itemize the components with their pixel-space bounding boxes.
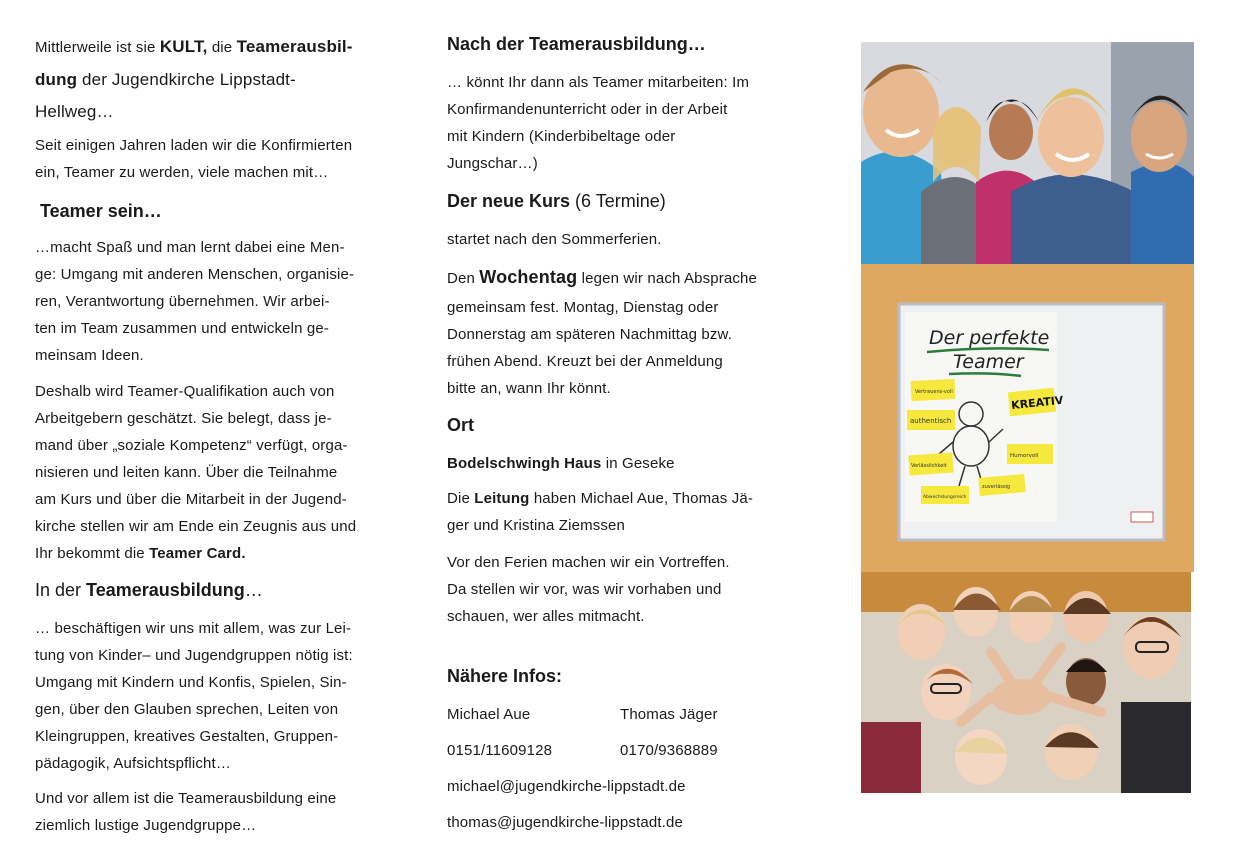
vortreffen-paragraph [447,549,792,630]
poster-title-1: Der perfekte [929,327,1050,349]
teamer-line: ten im Team zusammen und entwickeln ge- [35,320,330,337]
ausb-line: pädagogik, Aufsichtspflicht… [35,755,231,772]
qual-line: nisieren und leiten kann. Über die Teilnahme [35,464,338,481]
qualification-paragraph [35,378,356,567]
vortreffen-line: Da stellen wir vor, was wir vorhaben und [447,581,722,598]
nach-line: … könnt Ihr dann als Teamer mitarbeiten: Im [447,74,750,91]
intro-teamerausbildung: Teamerausbil- [236,37,353,56]
nach-line: Jungschar…) [447,155,538,172]
intro-heading [35,31,395,128]
leitung-c: haben Michael Aue, Thomas Jä- [529,490,754,507]
photo-group-hands [861,572,1191,793]
selfie-illustration [861,42,1194,264]
note-zuverlassig: zuverlässig [982,484,1011,490]
email2-link[interactable]: thomas@jugendkirche-lippstadt.de [447,814,683,831]
ausb-heading-a: In der [35,580,87,600]
ort-text [447,450,675,477]
ort-venue: Bodelschwingh Haus [447,455,602,472]
teamer-sein-heading: Teamer sein… [40,201,162,221]
qual-line: Deshalb wird Teamer-Qualifikation auch von [35,383,335,400]
wochentag-paragraph [447,262,792,402]
poster-illustration [861,264,1194,572]
email1-link[interactable]: michael@jugendkirche-lippstadt.de [447,778,686,795]
ort-heading: Ort [447,415,474,435]
intro-line: Seit einigen Jahren laden wir die Konfirmierten [35,137,353,154]
wochentag-line: Donnerstag am späteren Nachmittag bzw. [447,326,733,343]
closing-paragraph [35,785,336,839]
leitung-line2: ger und Kristina Ziemssen [447,517,625,534]
contact2-phone[interactable]: 0170/9368889 [620,742,718,759]
closing-line: ziemlich lustige Jugendgruppe… [35,817,257,834]
qual-line-last [35,540,356,567]
teamer-line: ge: Umgang mit anderen Menschen, organisie- [35,266,355,283]
ort-city: in Geseke [601,455,675,472]
teamer-line: …macht Spaß und man lernt dabei eine Men- [35,239,345,256]
leitung-b: Leitung [474,490,530,507]
qual-line: kirche stellen wir am Ende ein Zeugnis aus und [35,518,357,535]
note-authentisch: authentisch [910,417,952,425]
kurs-heading-b: (6 Termine) [570,191,666,211]
closing-line: Und vor allem ist die Teamerausbildung eine [35,790,337,807]
teamer-sein-paragraph [35,234,354,369]
ausb-line: … beschäftigen wir uns mit allem, was zur Lei- [35,620,352,637]
note-vertrauensvoll: Vertrauens-voll [915,389,953,395]
leitung-paragraph [447,485,792,539]
kurs-heading-a: Der neue Kurs [447,191,571,211]
ausb-heading-b: Teamerausbildung [86,580,245,600]
contact2-name: Thomas Jäger [620,706,718,723]
intro-jugendkirche: der Jugendkirche Lippstadt- [77,70,296,89]
vortreffen-line: Vor den Ferien machen wir ein Vortreffen. [447,554,730,571]
qual-line: mand über „soziale Kompetenz“ verfügt, orga- [35,437,348,454]
intro-text-2: die [207,39,237,56]
qual-last-text: Ihr bekommt die [35,545,150,562]
note-kreativ: KREATIV [1010,393,1064,413]
wochentag-b: Wochentag [479,267,578,287]
qual-line: am Kurs und über die Mitarbeit in der Jugend- [35,491,347,508]
intro-line: ein, Teamer zu werden, viele machen mit… [35,164,329,181]
note-humorvoll: Humorvoll [1010,453,1039,459]
poster-title-2: Teamer [953,351,1024,373]
wochentag-line: gemeinsam fest. Montag, Dienstag oder [447,299,719,316]
note-abwechslungsreich: Abwechslungsreich [923,495,967,500]
contact1-phone[interactable]: 0151/11609128 [447,742,553,759]
photo-poster-perfekte-teamer [861,264,1194,572]
leitung-a: Die [447,490,475,507]
kurs-heading [447,187,666,215]
ausb-line: gen, über den Glauben sprechen, Leiten von [35,701,339,718]
teamer-card-label: Teamer Card. [149,545,246,562]
intro-dung: dung [35,70,78,89]
ausbildung-heading [35,576,263,604]
wochentag-a: Den [447,270,480,287]
intro-text-1: Mittlerweile ist sie [35,39,160,56]
note-verlasslichkeit: Verlässlichkeit [911,463,947,469]
group-illustration [861,572,1191,793]
ausb-heading-c: … [244,580,263,600]
intro-kult: KULT, [159,37,208,56]
wochentag-c: legen wir nach Absprache [577,270,758,287]
photo-teens-selfie [861,42,1194,264]
qual-line: Arbeitgebern geschätzt. Sie belegt, dass je- [35,410,332,427]
teamer-line: meinsam Ideen. [35,347,144,364]
ausb-line: Umgang mit Kindern und Konfis, Spielen, Sin- [35,674,347,691]
kurs-text: startet nach den Sommerferien. [447,231,662,248]
nach-line: Konfirmandenunterricht oder in der Arbeit [447,101,728,118]
infos-heading: Nähere Infos: [447,666,563,686]
ausbildung-paragraph [35,615,353,777]
ausb-line: Kleingruppen, kreatives Gestalten, Gruppen- [35,728,339,745]
nach-line: mit Kindern (Kinderbibeltage oder [447,128,676,145]
intro-paragraph [35,132,352,186]
nach-paragraph [447,69,792,177]
wochentag-line: frühen Abend. Kreuzt bei der Anmeldung [447,353,723,370]
vortreffen-line: schauen, wer alles mitmacht. [447,608,645,625]
teamer-line: ren, Verantwortung übernehmen. Wir arbei- [35,293,330,310]
ausb-line: tung von Kinder– und Jugendgruppen nötig ist: [35,647,353,664]
intro-hellweg: Hellweg… [35,102,114,121]
nach-heading: Nach der Teamerausbildung… [447,34,706,54]
wochentag-line: bitte an, wann Ihr könnt. [447,380,611,397]
contact1-name: Michael Aue [447,706,531,723]
